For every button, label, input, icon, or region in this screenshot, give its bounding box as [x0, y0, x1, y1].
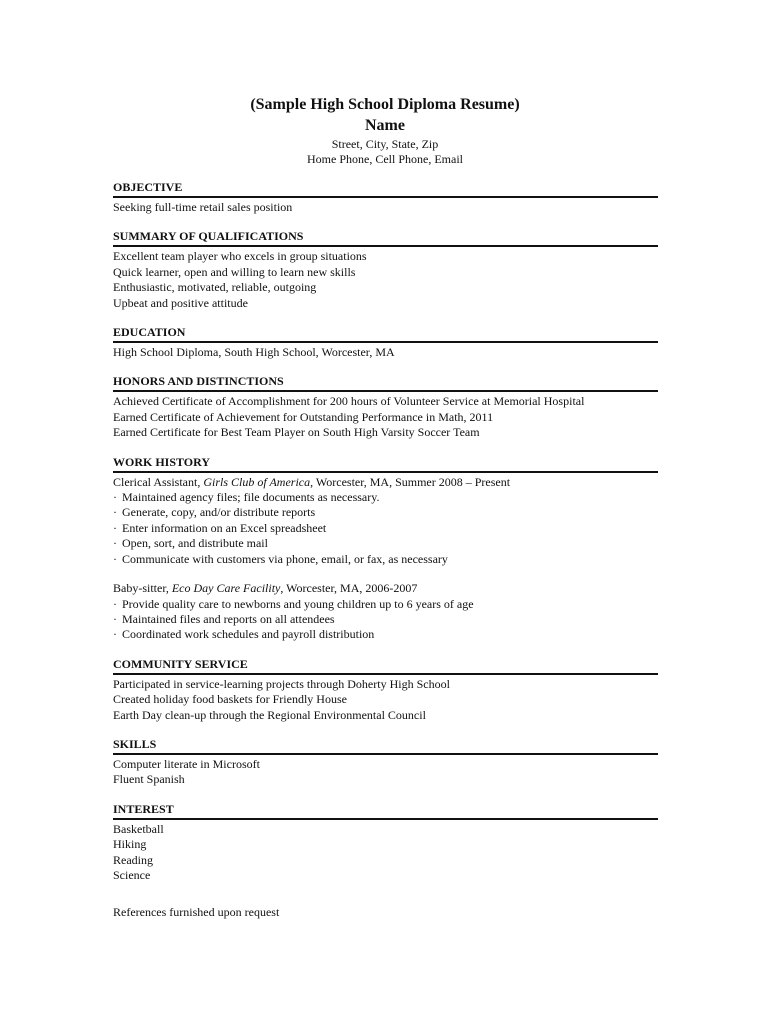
- references-note: References furnished upon request: [113, 905, 280, 920]
- bullet-text: Generate, copy, and/or distribute reports: [122, 505, 316, 520]
- job-bullet: [113, 627, 658, 642]
- bullet-text: Maintained agency files; file documents as necessary.: [122, 490, 380, 505]
- section-interest: [113, 802, 658, 884]
- section-education: [113, 325, 658, 360]
- bullet-icon: ·: [113, 505, 117, 520]
- summary-line: Enthusiastic, motivated, reliable, outgoing: [113, 280, 317, 295]
- applicant-name: Name: [365, 117, 405, 134]
- education-line: High School Diploma, South High School, Worcester, MA: [113, 345, 395, 360]
- bullet-text: Communicate with customers via phone, email, or fax, as necessary: [122, 551, 448, 566]
- job-bullet: [113, 490, 658, 505]
- job-heading: [113, 581, 658, 596]
- section-title: COMMUNITY SERVICE: [113, 657, 658, 675]
- job-entry: [113, 475, 658, 567]
- job-bullet: [113, 536, 658, 551]
- section-title: SUMMARY OF QUALIFICATIONS: [113, 229, 658, 247]
- job-entry: [113, 581, 658, 643]
- bullet-icon: ·: [113, 627, 117, 642]
- objective-line: Seeking full-time retail sales position: [113, 200, 293, 214]
- job-bullet: [113, 505, 658, 520]
- section-title: HONORS AND DISTINCTIONS: [113, 374, 658, 392]
- section-title: WORK HISTORY: [113, 455, 658, 473]
- interest-line: Hiking: [113, 837, 147, 852]
- interest-line: Reading: [113, 852, 153, 867]
- section-community-service: [113, 657, 658, 723]
- section-title: SKILLS: [113, 737, 658, 755]
- bullet-text: Coordinated work schedules and payroll distribution: [122, 627, 375, 642]
- bullet-icon: ·: [113, 490, 117, 505]
- section-title: EDUCATION: [113, 325, 658, 343]
- job-heading: [113, 475, 658, 490]
- summary-line: Upbeat and positive attitude: [113, 295, 248, 310]
- skills-line: Fluent Spanish: [113, 772, 185, 787]
- section-skills: [113, 737, 658, 788]
- bullet-text: Maintained files and reports on all attendees: [122, 611, 335, 626]
- community-line: Participated in service-learning projects through Doherty High School: [113, 676, 450, 691]
- job-organization: Eco Day Care Facility: [171, 581, 281, 596]
- job-details: , Worcester, MA, 2006-2007: [280, 581, 418, 596]
- interest-line: Science: [113, 867, 151, 882]
- interest-line: Basketball: [113, 821, 164, 836]
- bullet-icon: ·: [113, 596, 117, 611]
- community-line: Created holiday food baskets for Friendly House: [113, 692, 347, 707]
- summary-line: Excellent team player who excels in group situations: [113, 249, 367, 264]
- section-objective: [113, 180, 658, 215]
- honors-line: Earned Certificate of Achievement for Outstanding Performance in Math, 2011: [113, 409, 494, 424]
- job-organization: Girls Club of America: [203, 474, 311, 489]
- resume-header: [0, 95, 770, 167]
- section-work-history: [113, 455, 658, 643]
- section-honors: [113, 374, 658, 440]
- honors-line: Earned Certificate for Best Team Player on South High Varsity Soccer Team: [113, 425, 480, 440]
- section-title: OBJECTIVE: [113, 180, 658, 198]
- job-role: Baby-sitter,: [113, 581, 172, 596]
- job-bullet: [113, 552, 658, 567]
- honors-line: Achieved Certificate of Accomplishment for 200 hours of Volunteer Service at Memorial Hospital: [113, 394, 585, 409]
- community-line: Earth Day clean-up through the Regional Environmental Council: [113, 707, 426, 722]
- bullet-icon: ·: [113, 520, 117, 535]
- job-details: , Worcester, MA, Summer 2008 – Present: [310, 474, 511, 489]
- bullet-text: Open, sort, and distribute mail: [122, 536, 268, 551]
- job-role: Clerical Assistant,: [113, 474, 204, 489]
- skills-line: Computer literate in Microsoft: [113, 756, 260, 771]
- bullet-icon: ·: [113, 611, 117, 626]
- section-title: INTEREST: [113, 802, 658, 820]
- bullet-icon: ·: [113, 536, 117, 551]
- job-bullet: [113, 521, 658, 536]
- address-line: Street, City, State, Zip: [331, 137, 439, 151]
- job-bullet: [113, 597, 658, 612]
- job-bullet: [113, 612, 658, 627]
- section-summary: [113, 229, 658, 311]
- bullet-text: Enter information on an Excel spreadsheet: [122, 520, 327, 535]
- resume-body: [113, 180, 658, 921]
- contact-line: Home Phone, Cell Phone, Email: [307, 152, 463, 166]
- bullet-icon: ·: [113, 551, 117, 566]
- bullet-text: Provide quality care to newborns and young children up to 6 years of age: [122, 596, 474, 611]
- document-title: (Sample High School Diploma Resume): [250, 96, 520, 113]
- summary-line: Quick learner, open and willing to learn new skills: [113, 264, 356, 279]
